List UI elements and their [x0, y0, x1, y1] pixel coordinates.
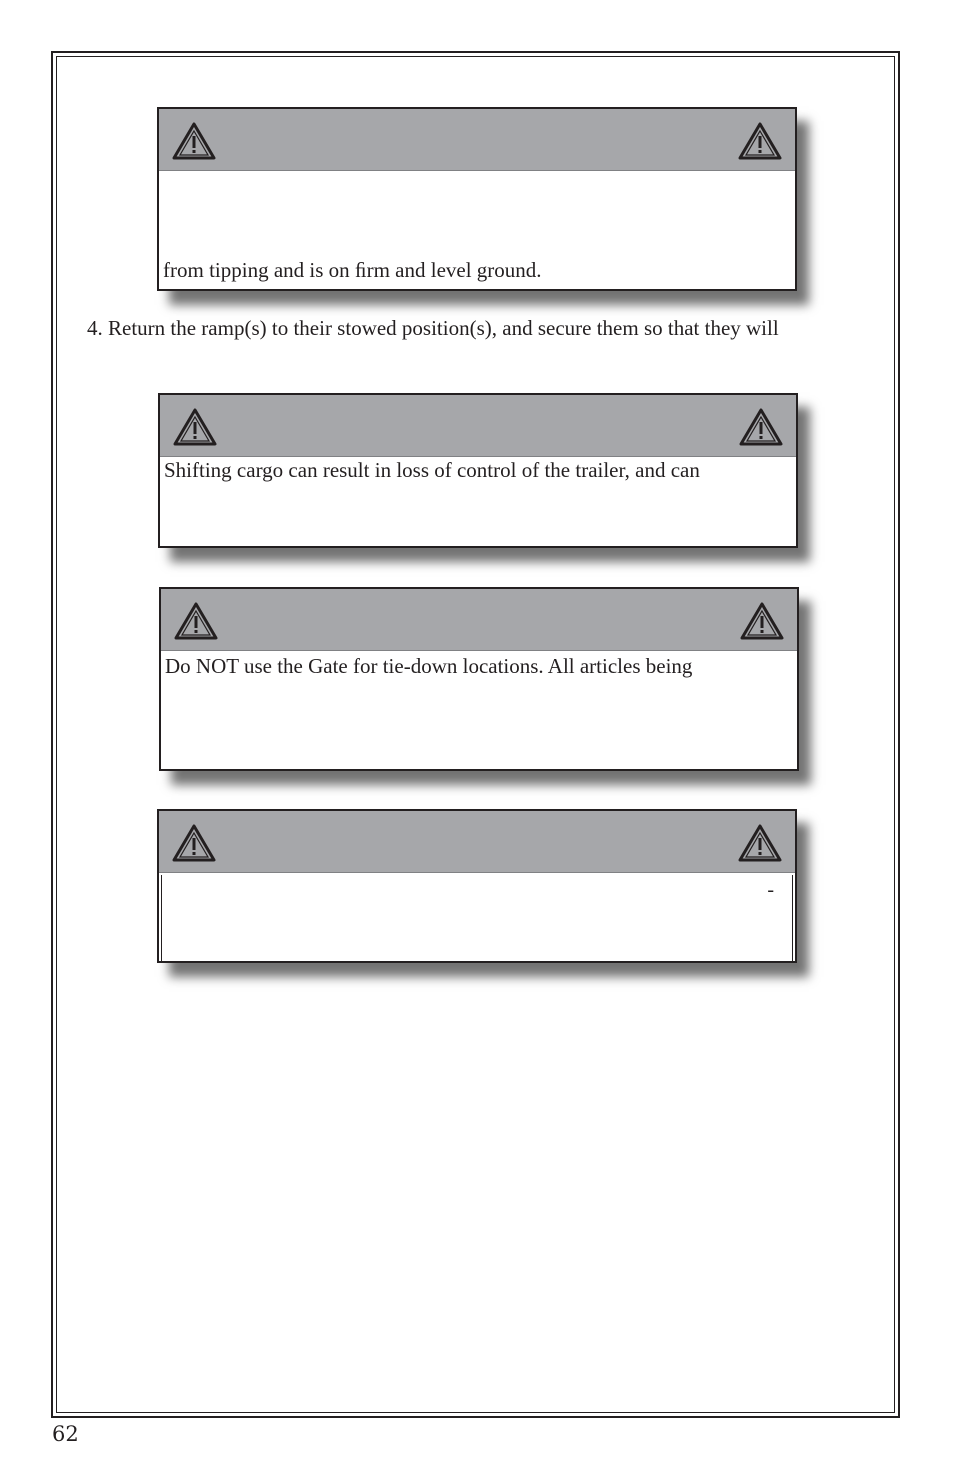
- warning-header: [159, 811, 795, 873]
- warning-header: [161, 589, 797, 651]
- warning-triangle-icon: [739, 601, 785, 641]
- warning-header: [159, 109, 795, 171]
- warning-triangle-icon: [171, 121, 217, 161]
- warning-body-frame: [161, 875, 793, 961]
- warning-text: Do NOT use the Gate for tie-down locations. All articles being: [165, 654, 693, 678]
- warning-header: [160, 395, 796, 457]
- warning-box-3: [159, 587, 799, 771]
- page-number: 62: [52, 1422, 79, 1446]
- warning-text: Shifting cargo can result in loss of control of the trailer, and can: [164, 458, 700, 482]
- warning-triangle-icon: [737, 823, 783, 863]
- step-4-text: 4. Return the ramp(s) to their stowed position(s), and secure them so that they will: [87, 316, 779, 340]
- warning-triangle-icon: [171, 823, 217, 863]
- warning-triangle-icon: [173, 601, 219, 641]
- warning-box-4: [157, 809, 797, 963]
- warning-triangle-icon: [737, 121, 783, 161]
- warning-text: -: [767, 879, 774, 901]
- warning-triangle-icon: [172, 407, 218, 447]
- warning-box-2: [158, 393, 798, 548]
- warning-triangle-icon: [738, 407, 784, 447]
- warning-text: from tipping and is on ﬁrm and level ground.: [163, 258, 542, 282]
- warning-box-1: [157, 107, 797, 291]
